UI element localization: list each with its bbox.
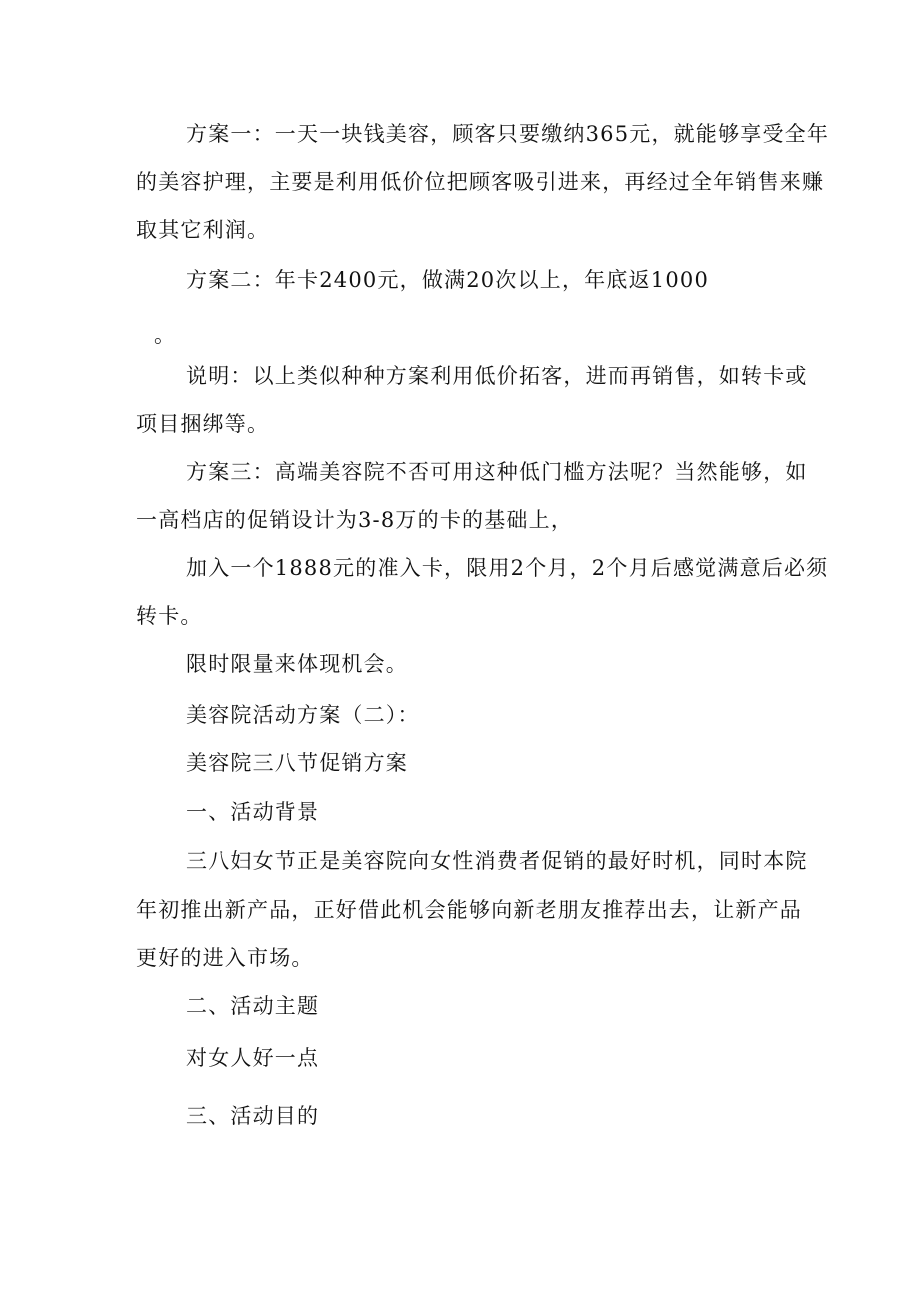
heading-theme: 二、活动主题	[186, 994, 320, 1018]
limited-offer-line: 限时限量来体现机会。	[186, 652, 408, 676]
plan-two-line-2: 。	[154, 323, 177, 347]
section-heading-womens-day: 美容院三八节促销方案	[186, 751, 408, 775]
background-line-1: 三八妇女节正是美容院向女性消费者促销的最好时机，同时本院	[186, 849, 808, 873]
heading-background: 一、活动背景	[186, 800, 320, 824]
plan-one-line-3: 取其它利润。	[136, 218, 270, 242]
background-line-3: 更好的进入市场。	[136, 946, 314, 970]
section-heading-plan-two: 美容院活动方案（二）：	[186, 703, 420, 727]
entry-card-line-2: 转卡。	[136, 604, 203, 628]
background-line-2: 年初推出新产品，正好借此机会能够向新老朋友推荐出去，让新产品	[136, 898, 802, 922]
plan-three-line-1: 方案三：高端美容院不否可用这种低门槛方法呢？当然能够，如	[186, 460, 808, 484]
plan-one-line-1: 方案一：一天一块钱美容，顾客只要缴纳365元，就能够享受全年	[186, 122, 830, 146]
theme-text: 对女人好一点	[186, 1046, 320, 1070]
plan-three-line-2: 一高档店的促销设计为3-8万的卡的基础上，	[136, 508, 574, 532]
heading-purpose: 三、活动目的	[186, 1104, 320, 1128]
entry-card-line-1: 加入一个1888元的准入卡，限用2个月，2个月后感觉满意后必须	[186, 556, 829, 580]
note-line-1: 说明：以上类似种种方案利用低价拓客，进而再销售，如转卡或	[186, 364, 808, 388]
note-line-2: 项目捆绑等。	[136, 412, 270, 436]
plan-two-line-1: 方案二：年卡2400元，做满20次以上，年底返1000	[186, 268, 710, 292]
plan-one-line-2: 的美容护理，主要是利用低价位把顾客吸引进来，再经过全年销售来赚	[136, 170, 825, 194]
